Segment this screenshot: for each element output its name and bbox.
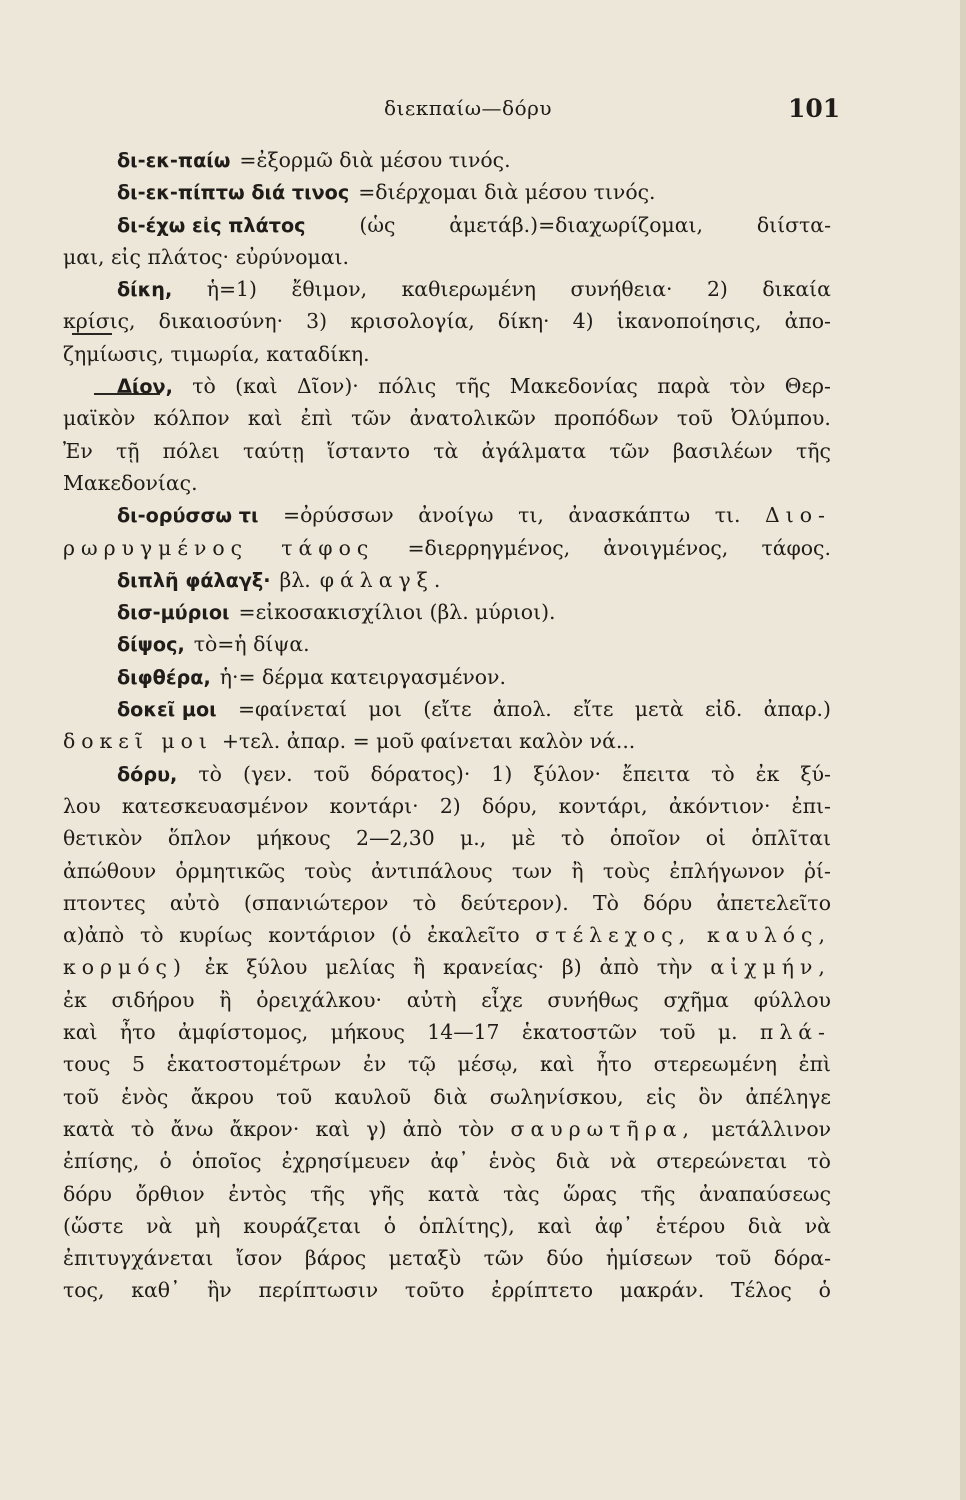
text-line	[63, 499, 831, 531]
text-segment: σαυρωτῆρα,	[510, 1116, 695, 1141]
text-segment: οἱ	[705, 826, 727, 851]
text-segment: βλ.	[279, 567, 311, 592]
text-segment: τάφος	[281, 535, 375, 560]
text-segment: =ἐξορμῶ διὰ μέσου τινός.	[239, 148, 511, 172]
text-segment: ἀγάλματα	[481, 438, 587, 463]
text-segment: ῥί-	[804, 858, 831, 883]
text-segment: 4)	[572, 309, 594, 334]
text-line	[63, 693, 831, 725]
text-segment: τοὺς	[602, 858, 651, 883]
text-line	[63, 887, 831, 919]
text-segment: ἐντὸς	[228, 1181, 287, 1206]
dictionary-text	[63, 144, 831, 1307]
text-line	[63, 951, 831, 983]
text-segment: τὰς	[503, 1181, 540, 1206]
text-segment: τῷ	[407, 1052, 436, 1077]
text-segment: τὸ	[561, 826, 585, 851]
text-segment: ἐπιτυγχάνεται	[63, 1246, 214, 1271]
text-line	[63, 144, 831, 176]
headword: διφθέρα,	[117, 665, 211, 689]
text-segment: ἀνοιγμένος,	[603, 535, 729, 560]
text-segment: ἐπίσης,	[63, 1149, 140, 1174]
text-segment: ὃν	[698, 1084, 724, 1109]
text-line	[63, 273, 831, 305]
text-segment: ἐκ	[755, 761, 780, 786]
text-segment: ἐρρίπτετο	[491, 1278, 593, 1303]
headword: δόρυ,	[117, 762, 178, 786]
text-segment: τος,	[63, 1278, 105, 1303]
text-segment: ὁποῖον	[609, 826, 681, 851]
text-segment: τὸ	[711, 761, 735, 786]
text-segment: θετικὸν	[63, 826, 143, 851]
text-segment: ἀπὸ	[599, 955, 639, 980]
text-segment: ἐπὶ	[300, 406, 333, 431]
text-line	[63, 919, 831, 951]
text-segment: ἱκανοποίησις,	[616, 309, 762, 334]
text-segment: καὶ	[537, 1213, 572, 1238]
text-segment: δικαία	[762, 277, 831, 302]
text-segment: ζημίωσις, τιμωρία, καταδίκη.	[63, 341, 370, 366]
text-segment: διὰ	[433, 1084, 468, 1109]
text-segment: νὰ	[610, 1149, 637, 1174]
text-segment: μήκους	[330, 1020, 405, 1045]
text-line	[63, 1242, 831, 1274]
text-segment: ἐχρησίμευεν	[281, 1149, 411, 1174]
text-segment: ἀπὸ	[402, 1116, 443, 1141]
text-line	[63, 1113, 831, 1145]
text-segment: ἐπὶ	[798, 1052, 831, 1077]
text-segment: στερεώνεται	[656, 1149, 788, 1174]
text-segment: καὶ	[247, 406, 283, 431]
text-segment: παρὰ	[657, 374, 711, 399]
text-segment: ἀντιπάλους	[371, 858, 493, 883]
text-segment: τὴν	[656, 955, 693, 980]
text-segment: μ.,	[460, 826, 487, 851]
text-segment: ἀναπαύσεως	[698, 1181, 831, 1206]
text-segment: κρανείας·	[442, 955, 545, 980]
text-segment: +τελ. ἀπαρ. = μοῦ φαίνεται καλὸν νά...	[221, 729, 636, 754]
text-segment: δόρυ,	[481, 793, 538, 818]
text-segment: =ὀρύσσων	[283, 503, 394, 528]
text-segment: διὰ	[747, 1213, 782, 1238]
text-segment: μ.	[717, 1020, 738, 1045]
text-line	[63, 435, 831, 467]
text-segment: ἄκρου	[190, 1084, 254, 1109]
headword: δι-έχω εἰς πλάτος	[117, 213, 306, 237]
text-line	[63, 758, 831, 790]
headword: δοκεῖ μοι	[117, 698, 217, 722]
text-segment: β)	[561, 955, 582, 980]
text-segment: κοντάρι·	[329, 793, 419, 818]
text-segment: συνήθως	[547, 987, 639, 1012]
text-segment: διίστα-	[756, 212, 831, 237]
text-segment: ἢ	[219, 987, 232, 1012]
headword: δι-εκ-παίω	[117, 149, 231, 172]
text-segment: ἵσταντο	[327, 438, 411, 463]
text-segment: Τὸ	[593, 890, 619, 915]
text-segment: (ὥστε	[63, 1213, 124, 1238]
text-segment: κρισολογία,	[350, 309, 475, 334]
text-segment: 2)	[439, 793, 461, 818]
text-segment: δόρα-	[773, 1246, 831, 1271]
text-segment: τάφος.	[761, 535, 831, 560]
text-segment: τι,	[518, 503, 544, 528]
text-segment: τὸ=ἡ δίψα.	[193, 632, 310, 657]
text-segment: ἀνοίγω	[418, 503, 494, 528]
text-segment: ἑκατοστῶν	[521, 1020, 638, 1045]
text-segment: ἦτο	[119, 1020, 156, 1045]
text-segment: ἐπι-	[791, 793, 831, 818]
text-segment: τους	[63, 1052, 111, 1077]
text-segment: Ἐν	[63, 438, 93, 463]
text-segment: αὐτὴ	[406, 987, 457, 1012]
text-segment: Μακεδονίας.	[63, 470, 198, 495]
text-segment: ἄνω	[170, 1116, 214, 1141]
text-line	[63, 984, 831, 1016]
text-segment: ἀφ᾽	[594, 1213, 633, 1238]
text-line	[63, 628, 831, 660]
text-segment: τῶν	[483, 1246, 524, 1271]
text-segment: Διο-	[765, 503, 831, 528]
text-segment: τῶν	[351, 406, 392, 431]
text-segment: δεύτερον).	[460, 890, 569, 915]
text-segment: τὸ	[807, 1149, 831, 1174]
text-segment: αὐτὸ	[169, 890, 220, 915]
text-segment: ἀπο-	[784, 309, 831, 334]
text-segment: δικαιοσύνη·	[158, 309, 284, 334]
text-segment: ἐκαλεῖτο	[427, 923, 520, 948]
text-segment: ἀμετάβ.)=διαχωρίζομαι,	[449, 212, 704, 237]
text-segment: ξύλου	[246, 955, 308, 980]
text-segment: εἰς	[646, 1084, 676, 1109]
text-segment: (γεν.	[242, 761, 293, 786]
text-segment: ἑκατοστομέτρων	[166, 1052, 342, 1077]
text-segment: κοντάρι,	[558, 793, 648, 818]
text-line	[63, 1081, 831, 1113]
headword: δισ-μύριοι	[117, 601, 230, 625]
text-segment: τὸν	[458, 1116, 495, 1141]
text-line	[63, 209, 831, 241]
text-segment: ἡμίσεων	[605, 1246, 693, 1271]
text-segment: ἀπώθουν	[63, 858, 157, 883]
text-line	[63, 338, 831, 370]
text-segment: τοῦ	[715, 1246, 752, 1271]
text-line	[63, 790, 831, 822]
text-segment: ἀνατολικῶν	[409, 406, 536, 431]
text-segment: στέλεχος,	[535, 923, 692, 948]
text-segment: προπόδων	[554, 406, 659, 431]
text-line	[63, 1048, 831, 1080]
text-segment: φάλαγξ.	[319, 567, 447, 592]
text-segment: τῆς	[795, 438, 831, 463]
text-line	[63, 725, 831, 757]
text-segment: πόλις	[378, 374, 437, 399]
text-segment: καὶ	[63, 1020, 98, 1045]
text-segment: ξύ-	[800, 761, 831, 786]
text-segment: καὶ	[315, 1116, 351, 1141]
text-segment: μοι	[368, 697, 402, 722]
text-segment: ὁπλίτης),	[418, 1213, 515, 1238]
text-segment: ἑνὸς	[121, 1084, 169, 1109]
text-line	[63, 822, 831, 854]
text-segment: πτοντες	[63, 890, 146, 915]
text-segment: ξύλον·	[533, 761, 602, 786]
text-segment: ρωρυγμένος	[63, 535, 249, 560]
text-segment: ὁ	[383, 1213, 397, 1238]
text-segment: Ὀλύμπου.	[731, 406, 831, 431]
headword: δίκη,	[117, 278, 173, 302]
text-segment: ἦτο	[596, 1052, 632, 1077]
text-segment: βασιλέων	[672, 438, 773, 463]
text-segment: καθιερωμένη	[401, 277, 536, 302]
text-segment: ἑτέρου	[655, 1213, 726, 1238]
text-segment: ἢ	[412, 955, 426, 980]
text-segment: τὸν	[729, 374, 766, 399]
text-segment: νὰ	[146, 1213, 173, 1238]
text-segment: διὰ	[555, 1149, 590, 1174]
text-segment: πόλει	[162, 438, 220, 463]
text-segment: τῶν	[609, 438, 650, 463]
text-segment: δίκη·	[497, 309, 550, 334]
text-segment: ἡ·= δέρμα κατειργασμένον.	[219, 664, 506, 689]
text-line	[63, 532, 831, 564]
text-segment: τοῦ	[63, 1084, 99, 1109]
text-segment: κατεσκευασμένον	[121, 793, 309, 818]
text-line	[63, 305, 831, 337]
text-segment: τὸ	[192, 374, 216, 399]
text-segment: 1)	[491, 761, 513, 786]
text-segment: ὁρμητικῶς	[175, 858, 286, 883]
text-line	[63, 855, 831, 887]
text-segment: 2—2,30	[355, 826, 435, 851]
text-segment: τοὺς	[304, 858, 352, 883]
text-segment: Θερ-	[784, 374, 831, 399]
page-number: 101	[788, 94, 841, 123]
text-segment: ἡ=1)	[206, 277, 257, 302]
text-segment: ὄρθιον	[135, 1181, 205, 1206]
text-line	[63, 1145, 831, 1177]
text-segment: =διέρχομαι διὰ μέσου τινός.	[358, 180, 656, 205]
text-segment: τῆς	[640, 1181, 676, 1206]
text-segment: ἐπλήγωνον	[669, 858, 785, 883]
text-segment: κατὰ	[63, 1116, 115, 1141]
text-segment: περίπτωσιν	[258, 1278, 379, 1303]
text-segment: α)ἀπὸ	[63, 923, 125, 948]
text-segment: 5	[132, 1052, 146, 1077]
text-segment: τοῦτο	[404, 1278, 465, 1303]
text-segment: ἔθιμον,	[291, 277, 368, 302]
text-segment: ὥρας	[563, 1181, 617, 1206]
text-segment: κοντάριον	[268, 923, 376, 948]
text-segment: ἑνὸς	[488, 1149, 536, 1174]
text-segment: τοῦ	[659, 1020, 696, 1045]
text-line	[63, 402, 831, 434]
text-segment: ἀμφίστομος,	[178, 1020, 309, 1045]
text-segment: δύο	[546, 1246, 584, 1271]
text-segment: ὁπλῖται	[751, 826, 831, 851]
text-segment: κατὰ	[427, 1181, 480, 1206]
text-segment: τι.	[714, 503, 741, 528]
text-line	[63, 596, 831, 628]
text-segment: καυλοῦ	[334, 1084, 412, 1109]
text-segment: τὰ	[433, 438, 459, 463]
text-segment: ἣν	[207, 1278, 232, 1303]
running-head: διεκπαίω—δόρυ	[384, 96, 553, 120]
headword: δι-εκ-πίπτω διά τινος	[117, 181, 350, 205]
text-line	[63, 661, 831, 693]
text-segment: (σπανιώτερον	[243, 890, 389, 915]
text-segment: μεταξὺ	[388, 1246, 462, 1271]
text-segment: γ)	[366, 1116, 387, 1141]
text-segment: γῆς	[368, 1181, 405, 1206]
text-segment: μὴ	[195, 1213, 221, 1238]
headword: Δίον,	[117, 375, 173, 399]
text-segment: Μακεδονίας	[509, 374, 638, 399]
text-line	[63, 1016, 831, 1048]
text-segment: ἀπέληγε	[745, 1084, 831, 1109]
text-segment: καθ᾽	[131, 1278, 181, 1303]
text-segment: ὅπλον	[167, 826, 232, 851]
text-segment: 3)	[306, 309, 328, 334]
text-segment: ἀκόντιον·	[668, 793, 771, 818]
text-segment: 2)	[706, 277, 728, 302]
text-segment: εἴτε	[573, 697, 614, 722]
text-segment: =εἰκοσακισχίλιοι (βλ. μύριοι).	[238, 600, 556, 625]
text-segment: =φαίνεταί	[237, 697, 348, 722]
text-segment: των	[511, 858, 553, 883]
headword: δίψος,	[117, 633, 185, 657]
text-segment: ἄκρον·	[229, 1116, 300, 1141]
text-segment: ἐκ	[204, 955, 229, 980]
text-segment: ταύτῃ	[242, 438, 304, 463]
text-segment: σχῆμα	[663, 987, 729, 1012]
text-segment: ἐκ	[63, 987, 87, 1012]
text-segment: ἔπειτα	[622, 761, 691, 786]
text-segment: βάρος	[304, 1246, 367, 1271]
text-segment: κυρίως	[179, 923, 253, 948]
text-segment: =διερρηγμένος,	[407, 535, 571, 560]
text-segment: ἀπολ.	[492, 697, 552, 722]
text-segment: σιδήρου	[111, 987, 195, 1012]
text-segment: σωληνίσκου,	[489, 1084, 624, 1109]
text-segment: ὀρειχάλκου·	[256, 987, 383, 1012]
text-segment: ἀπετελεῖτο	[716, 890, 831, 915]
text-segment: κόλπον	[153, 406, 230, 431]
text-segment: στερεωμένη	[653, 1052, 777, 1077]
text-segment: ἴσον	[235, 1246, 283, 1271]
text-segment: δόρυ	[63, 1181, 112, 1206]
text-segment: εἶχε	[481, 987, 523, 1012]
text-segment: τὸ	[198, 761, 222, 786]
text-segment: εἰδ.	[704, 697, 743, 722]
text-segment: κρίσις,	[63, 309, 136, 334]
page-edge	[960, 0, 966, 1500]
text-segment: αἰχμήν,	[710, 955, 831, 980]
text-segment: ἢ	[571, 858, 584, 883]
text-segment: μαι, εἰς πλάτος· εὐρύνομαι.	[63, 244, 349, 269]
headword: διπλῆ φάλαγξ·	[117, 568, 271, 592]
text-segment: τῇ	[115, 438, 140, 463]
text-segment: κουράζεται	[243, 1213, 362, 1238]
text-segment: (καὶ	[235, 374, 278, 399]
text-segment: τὸ	[412, 890, 437, 915]
text-segment: τὸ	[130, 1116, 155, 1141]
text-line	[63, 176, 831, 208]
text-line	[63, 1210, 831, 1242]
text-segment: μακράν.	[619, 1278, 705, 1303]
text-segment: ἐν	[362, 1052, 387, 1077]
text-segment: ἀνασκάπτω	[568, 503, 691, 528]
text-segment: μήκους	[256, 826, 331, 851]
text-segment: μετάλλινον	[711, 1116, 831, 1141]
text-segment: τοῦ	[676, 406, 713, 431]
text-segment: λου	[63, 793, 101, 818]
text-segment: Τέλος	[731, 1278, 792, 1303]
text-segment: ἀφ᾽	[430, 1149, 469, 1174]
text-segment: δόρατος)·	[370, 761, 471, 786]
text-segment: καυλός,	[706, 923, 831, 948]
text-line	[63, 370, 831, 402]
text-segment: ὁποῖος	[191, 1149, 262, 1174]
text-line	[63, 241, 831, 273]
text-line	[63, 1274, 831, 1306]
text-segment: (ὁ	[391, 923, 412, 948]
text-segment: ὁ	[159, 1149, 172, 1174]
text-segment: καὶ	[540, 1052, 575, 1077]
text-segment: φύλλου	[753, 987, 831, 1012]
text-segment: ἀπαρ.)	[763, 697, 831, 722]
text-segment: κορμός)	[63, 955, 187, 980]
text-segment: Δῖον)·	[296, 374, 359, 399]
text-segment: μέσῳ,	[457, 1052, 519, 1077]
text-segment: πλά-	[759, 1020, 831, 1045]
text-segment: μαϊκὸν	[63, 406, 136, 431]
text-segment: τοῦ	[313, 761, 350, 786]
text-segment: νὰ	[804, 1213, 831, 1238]
text-segment: ὁ	[818, 1278, 831, 1303]
text-segment: τοῦ	[276, 1084, 313, 1109]
text-segment: δόρυ	[643, 890, 693, 915]
text-line	[63, 467, 831, 499]
text-segment: τῆς	[455, 374, 491, 399]
text-segment: (εἴτε	[423, 697, 472, 722]
text-segment: τὸ	[139, 923, 164, 948]
text-segment: (ὡς	[359, 212, 396, 237]
text-line	[63, 1178, 831, 1210]
text-segment: συνήθεια·	[570, 277, 673, 302]
text-segment: μὲ	[511, 826, 536, 851]
text-segment: μελίας	[325, 955, 396, 980]
text-line	[63, 564, 831, 596]
text-segment: τῆς	[310, 1181, 346, 1206]
text-segment: μετὰ	[634, 697, 684, 722]
text-segment: δοκεῖ μοι	[63, 729, 213, 754]
headword: δι-ορύσσω τι	[117, 504, 259, 528]
text-segment: 14—17	[427, 1020, 500, 1045]
